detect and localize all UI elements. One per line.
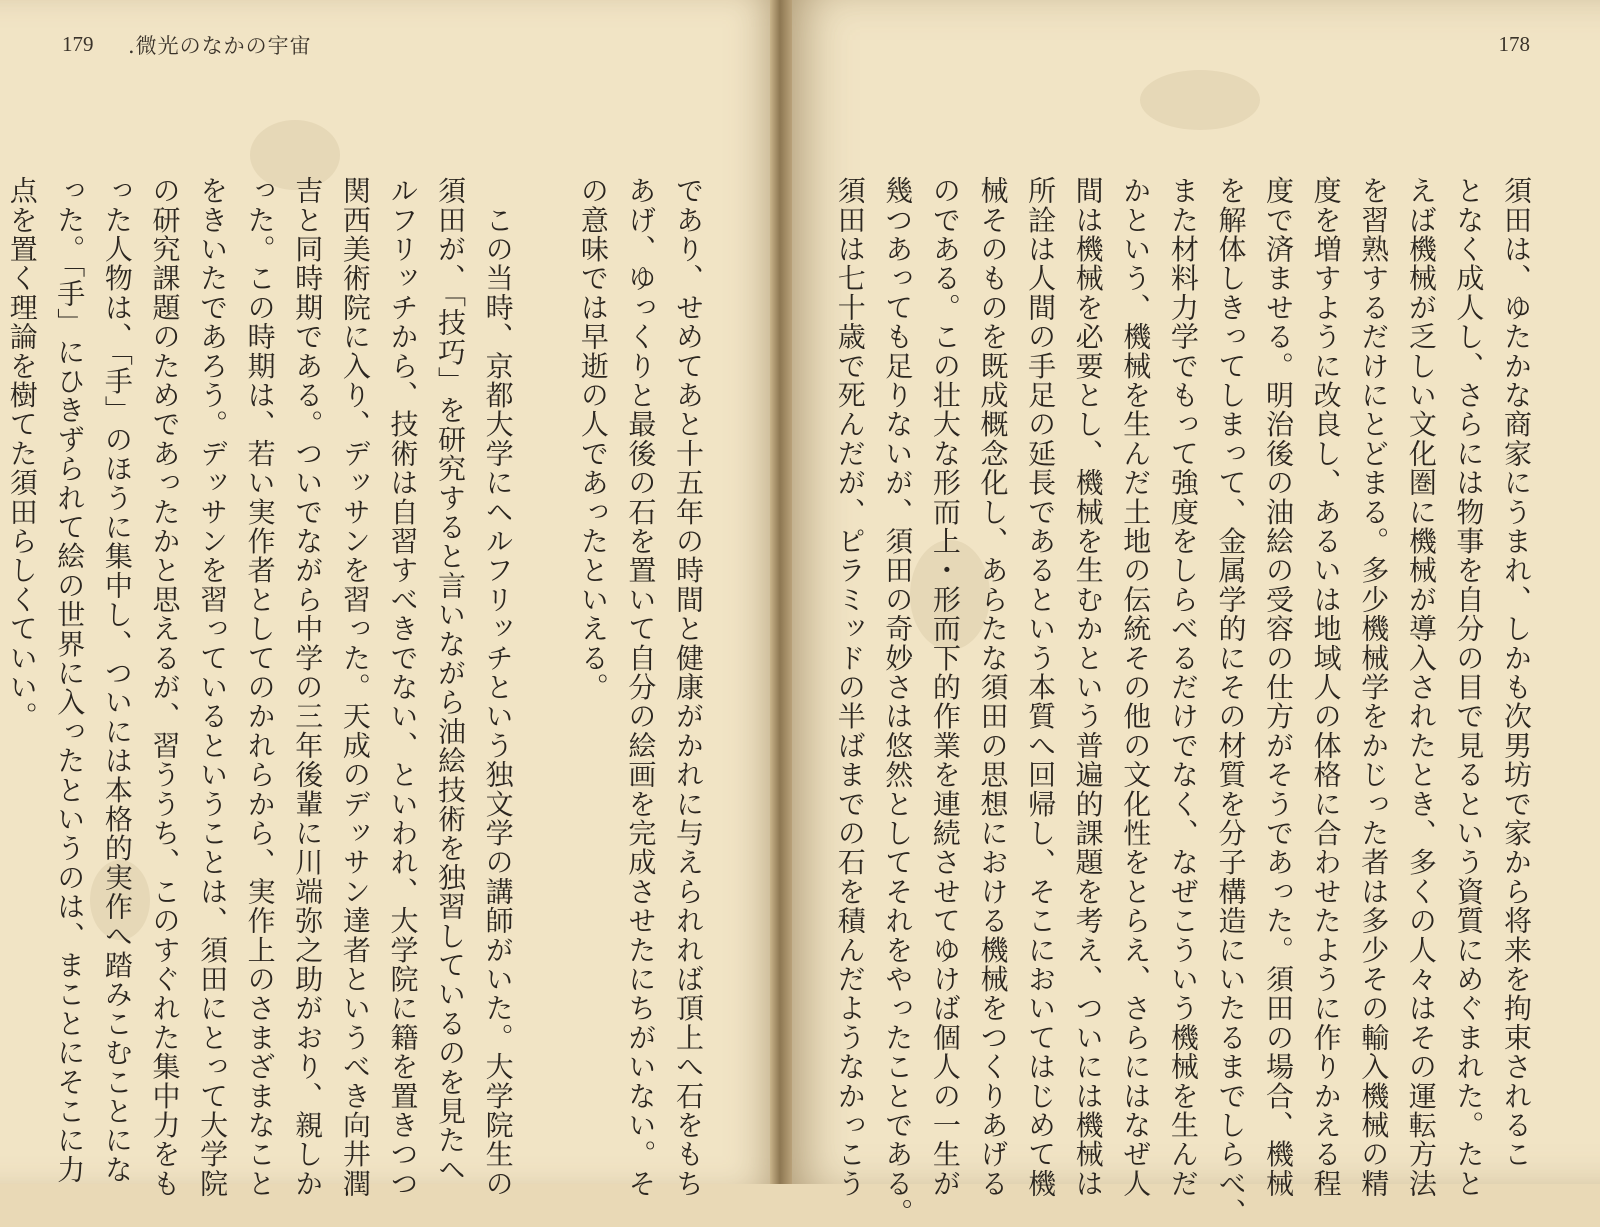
left-page (0, 0, 780, 1198)
text-line: を解体しきってしまって、金属学的にその材質を分子構造にいたるまでしらべ、 (1214, 176, 1248, 1227)
text-line: をきいたであろう。デッサンを習っているということは、須田にとって大学院 (196, 176, 230, 1198)
text-line: 度で済ませる。明治後の油絵の受容の仕方がそうであった。須田の場合、機械 (1262, 176, 1296, 1198)
text-line: のである。この壮大な形而上・形而下的作業を連続させてゆけば個人の一生が (928, 176, 962, 1198)
book-gutter (770, 0, 792, 1184)
text-line: の意味では早逝の人であったといえる。 (576, 176, 610, 702)
text-line: となく成人し、さらには物事を自分の目で見るという資質にめぐまれた。たと (1452, 176, 1486, 1198)
page-number-right: 178 (1498, 32, 1530, 56)
text-line: えば機械が乏しい文化圏に機械が導入されたとき、多くの人々はその運転方法 (1404, 176, 1438, 1198)
running-head: .微光のなかの宇宙 (128, 34, 312, 58)
text-line: 間は機械を必要とし、機械を生むかという普遍的課題を考え、ついには機械は (1071, 176, 1105, 1199)
text-line: の研究課題のためであったかと思えるが、習ううち、このすぐれた集中力をも (148, 176, 182, 1198)
text-line: あげ、ゆっくりと最後の石を置いて自分の絵画を完成させたにちがいない。そ (624, 176, 658, 1198)
right-page (780, 0, 1600, 1227)
text-line: 関西美術院に入り、デッサンを習った。天成のデッサン達者というべき向井潤 (338, 176, 372, 1198)
text-line: 所詮は人間の手足の延長であるという本質へ回帰し、そこにおいてはじめて機 (1024, 176, 1058, 1198)
text-line: 須田が、「技巧」を研究すると言いながら油絵技術を独習しているのを見たヘ (434, 176, 468, 1184)
text-line: 度を増すように改良し、あるいは地域人の体格に合わせたように作りかえる程 (1309, 176, 1343, 1198)
text-line: った。この時期は、若い実作者としてのかれらから、実作上のさまざまなこと (243, 176, 277, 1198)
text-line: 吉と同時期である。ついでながら中学の三年後輩に川端弥之助がおり、親しか (291, 176, 325, 1198)
text-line: 幾つあっても足りないが、須田の奇妙さは悠然としてそれをやったことである。 (881, 176, 915, 1227)
text-line: 点を置く理論を樹てた須田らしくていい。 (5, 176, 39, 731)
text-line: 須田は七十歳で死んだが、ピラミッドの半ばまでの石を積んだようなかっこう (833, 176, 867, 1198)
text-line: った。「手」にひきずられて絵の世界に入ったというのは、まことにそこに力 (53, 176, 87, 1184)
page-number-left: 179 (62, 32, 94, 56)
text-line: 須田は、ゆたかな商家にうまれ、しかも次男坊で家から将来を拘束されるこ (1500, 176, 1533, 1169)
blank-line (522, 176, 570, 1198)
text-line: を習熟するだけにとどまる。多少機械学をかじった者は多少その輸入機械の精 (1357, 176, 1391, 1199)
text-line: った人物は、「手」のほうに集中し、ついには本格的実作へ踏みこむことにな (100, 176, 134, 1184)
text-line: この当時、京都大学にヘルフリッチという独文学の講師がいた。大学院生の (481, 176, 515, 1198)
left-page-body (0, 176, 712, 1198)
paper-stain (1140, 70, 1260, 130)
text-line: ルフリッチから、技術は自習すべきでない、といわれ、大学院に籍を置きつつ (386, 176, 420, 1198)
text-line: であり、せめてあと十五年の時間と健康がかれに与えられれば頂上へ石をもち (672, 176, 705, 1198)
text-line: 械そのものを既成概念化し、あらたな須田の思想における機械をつくりあげる (976, 176, 1010, 1198)
right-page-body (826, 176, 1540, 1227)
text-line: また材料力学でもって強度をしらべるだけでなく、なぜこういう機械を生んだ (1166, 176, 1200, 1198)
text-line: かという、機械を生んだ土地の伝統その他の文化性をとらえ、さらにはなぜ人 (1119, 176, 1153, 1198)
